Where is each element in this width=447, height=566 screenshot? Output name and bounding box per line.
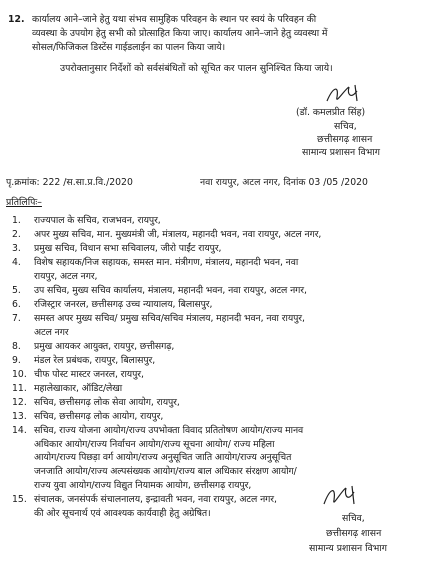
copy-item-number: 15. — [12, 494, 27, 505]
copy-item-number: 7. — [12, 313, 21, 324]
copy-item-line: उप सचिव, मुख्य सचिव कार्यालय, मंत्रालय, महानदी भवन, नवा रायपुर, अटल नगर, — [34, 285, 307, 296]
copy-item-line: सचिव, छत्तीसगढ़ लोक आयोग, रायपुर, — [34, 411, 164, 422]
copy-item-line: सचिव, राज्य योजना आयोग/राज्य उपभोक्ता विवाद प्रतितोषण आयोग/राज्य मानव — [34, 425, 304, 436]
copy-item-number: 8. — [12, 341, 21, 352]
copy-item-line: मंडल रेल प्रबंधक, रायपुर, बिलासपुर, — [34, 355, 156, 366]
signatory-dept: सामान्य प्रशासन विभाग — [302, 147, 380, 158]
copy-item-line: सचिव, छत्तीसगढ़ लोक सेवा आयोग, रायपुर, — [34, 397, 180, 408]
copy-item-line: राज्यपाल के सचिव, राजभवन, रायपुर, — [34, 215, 161, 226]
copy-item-line: राज्य युवा आयोग/राज्य विद्युत नियामक आयोग, छत्तीसगढ़ रायपुर, — [34, 480, 252, 491]
copy-item-line: चीफ पोस्ट मास्टर जनरल, रायपुर, — [34, 369, 144, 380]
copy-item-line: अटल नगर — [34, 327, 69, 338]
copy-item-line: प्रमुख सचिव, विधान सभा सचिवालय, जीरो पाईंट रायपुर, — [34, 243, 222, 254]
reference-number: पृ.क्रमांक: 222 /स.सा.प्र.वि./2020 — [6, 177, 133, 188]
copy-item-number: 2. — [12, 229, 21, 240]
item12-line-1: कार्यालय आने–जाने हेतु यथा संभव सामुहिक परिवहन के स्थान पर स्वयं के परिवहन की — [32, 14, 317, 25]
copy-item-line: की ओर सूचनार्थ एवं आवश्यक कार्यवाही हेतु अग्रेषित। — [34, 508, 211, 519]
copy-item-number: 6. — [12, 299, 21, 310]
copy-heading: प्रतिलिपिः– — [6, 197, 42, 208]
copy-item-line: समस्त अपर मुख्य सचिव/ प्रमुख सचिव/सचिव मंत्रालय, महानदी भवन, नवा रायपुर, — [34, 313, 305, 324]
copy-item-number: 5. — [12, 285, 21, 296]
copy-item-number: 10. — [12, 369, 27, 380]
copy-item-line: विशेष सहायक/निज सहायक, समस्त मान. मंत्रीगण, मंत्रालय, महानदी भवन, नवा — [34, 257, 299, 268]
signatory-designation: सचिव, — [334, 121, 357, 132]
copy-item-number: 1. — [12, 215, 21, 226]
item-number: 12. — [8, 14, 25, 25]
copy-item-number: 12. — [12, 397, 27, 408]
copy-item-number: 14. — [12, 425, 27, 436]
copy-item-line: महालेखाकार, ऑडिट/लेखा — [34, 383, 123, 394]
signatory-name: (डॉ. कमलप्रीत सिंह) — [296, 107, 366, 118]
copy-item-line: रायपुर, अटल नगर, — [34, 271, 98, 282]
copy-item-number: 11. — [12, 383, 27, 394]
copy-item-number: 13. — [12, 411, 27, 422]
copy-item-line: प्रमुख आयकर आयुक्त, रायपुर, छत्तीसगढ़, — [34, 341, 175, 352]
item12-line-2: व्यवस्था के उपयोग हेतु सभी को प्रोत्साहित किया जाए। कार्यालय आने–जाने हेतु व्यवस्था में — [32, 28, 328, 39]
signature-bottom — [322, 484, 362, 510]
place-date: नवा रायपुर, अटल नगर, दिनांक 03 /05 /2020 — [200, 177, 368, 188]
copy-item-line: अधिकार आयोग/राज्य निर्वाचन आयोग/राज्य सूचना आयोग/ राज्य महिला — [34, 439, 275, 450]
copy-item-number: 4. — [12, 257, 21, 268]
signatory-bottom-designation: सचिव, — [342, 513, 365, 524]
signature-top — [325, 83, 365, 107]
copy-item-line: आयोग/राज्य पिछड़ा वर्ग आयोग/राज्य अनुसूचित जाति आयोग/राज्य अनुसूचित — [34, 452, 292, 463]
copy-item-line: संचालक, जनसंपर्क संचालनालय, इन्द्रावती भवन, नवा रायपुर, अटल नगर, — [34, 494, 277, 505]
copy-item-number: 3. — [12, 243, 21, 254]
copy-item-number: 9. — [12, 355, 21, 366]
signatory-bottom-govt: छत्तीसगढ़ शासन — [326, 528, 382, 539]
signatory-govt: छत्तीसगढ़ शासन — [317, 134, 373, 145]
item12-line-3: सोसल/फिजिकल डिस्टेंस गाईडलाईन का पालन किया जाये। — [32, 42, 226, 53]
copy-item-line: जनजाति आयोग/राज्य अल्पसंख्यक आयोग/राज्य बाल अधिकार संरक्षण आयोग/ — [34, 466, 297, 477]
copy-item-line: अपर मुख्य सचिव, मान. मुख्यमंत्री जी, मंत्रालय, महानदी भवन, नवा रायपुर, अटल नगर, — [34, 229, 322, 240]
copy-item-line: रजिस्ट्रार जनरल, छत्तीसगढ़ उच्च न्यायालय, बिलासपुर, — [34, 299, 213, 310]
instruction-text: उपरोक्तानुसार निर्देशों को सर्वसंबंधितों को सूचित कर पालन सुनिश्चित किया जाये। — [60, 63, 333, 74]
signatory-bottom-dept: सामान्य प्रशासन विभाग — [309, 543, 387, 554]
